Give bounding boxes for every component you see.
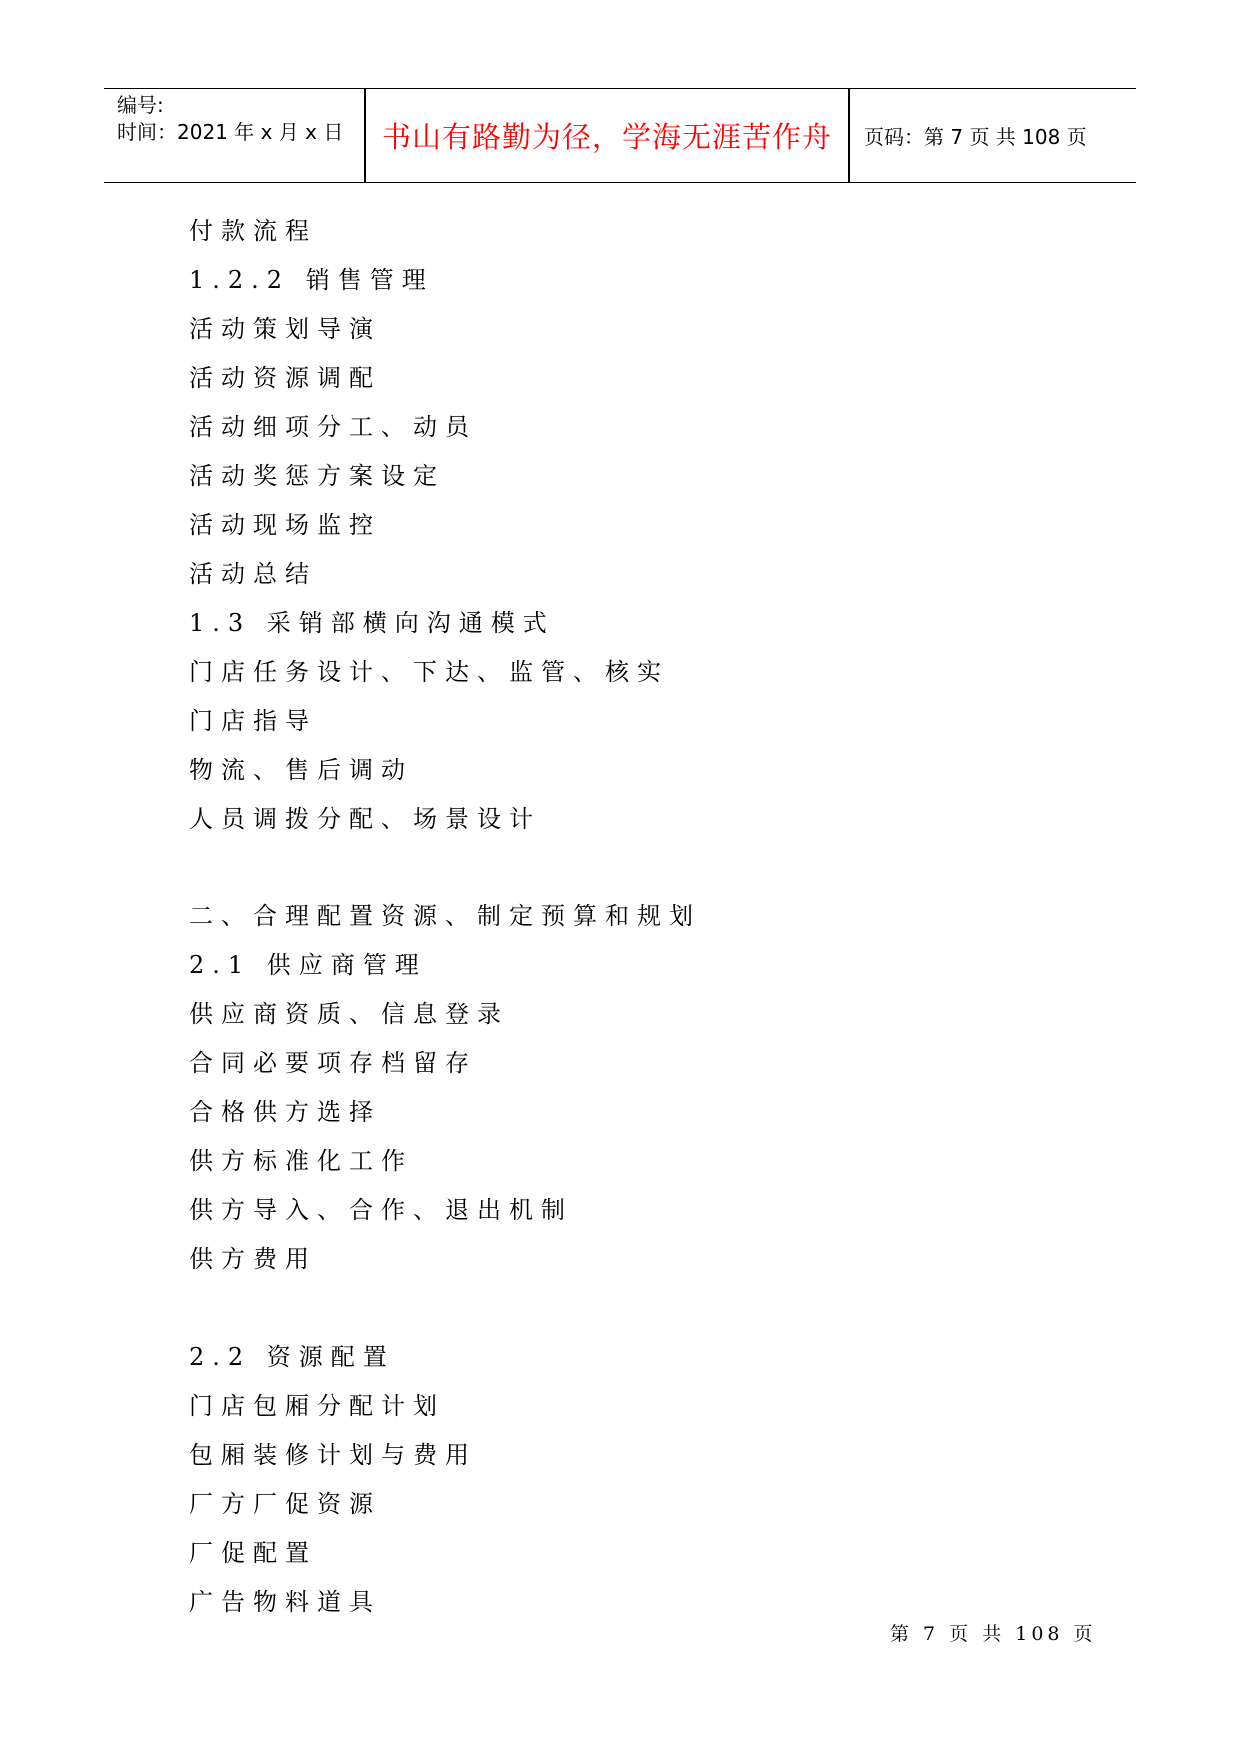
header-motto: 书山有路勤为径，学海无涯苦作舟 (381, 120, 832, 154)
text-line: 供应商资质、信息登录 (189, 1000, 509, 1028)
section-heading: 2.2 资源配置 (189, 1343, 395, 1371)
text-line: 门店包厢分配计划 (189, 1392, 445, 1420)
chapter-heading: 二、合理配置资源、制定预算和规划 (189, 902, 701, 930)
text-line: 付款流程 (189, 217, 317, 245)
text-line: 包厢装修计划与费用 (189, 1441, 477, 1469)
text-line: 供方费用 (189, 1245, 317, 1273)
document-number-label: 编号: (117, 93, 164, 117)
text-line: 物流、售后调动 (189, 756, 413, 784)
text-line: 厂方厂促资源 (189, 1490, 381, 1518)
text-line: 供方导入、合作、退出机制 (189, 1196, 573, 1224)
document-time-label: 时间：2021 年 x 月 x 日 (117, 120, 344, 144)
text-line: 厂促配置 (189, 1539, 317, 1567)
text-line: 活动策划导演 (189, 315, 381, 343)
section-heading: 1.3 采销部横向沟通模式 (189, 609, 555, 637)
text-line: 门店指导 (189, 707, 317, 735)
text-line: 供方标准化工作 (189, 1147, 413, 1175)
text-line: 活动总结 (189, 560, 317, 588)
header-page-code: 页码：第 7 页 共 108 页 (864, 125, 1087, 149)
text-line: 活动现场监控 (189, 511, 381, 539)
text-line: 门店任务设计、下达、监管、核实 (189, 658, 669, 686)
page-header (104, 88, 1136, 183)
section-heading: 1.2.2 销售管理 (189, 266, 434, 294)
text-line: 合格供方选择 (189, 1098, 381, 1126)
text-line: 活动资源调配 (189, 364, 381, 392)
text-line: 广告物料道具 (189, 1588, 381, 1616)
section-heading: 2.1 供应商管理 (189, 951, 427, 979)
text-line: 活动细项分工、动员 (189, 413, 477, 441)
text-line: 合同必要项存档留存 (189, 1049, 477, 1077)
page-footer: 第 7 页 共 108 页 (890, 1623, 1097, 1645)
text-line: 人员调拨分配、场景设计 (189, 805, 541, 833)
text-line: 活动奖惩方案设定 (189, 462, 445, 490)
header-divider-right (848, 89, 850, 182)
